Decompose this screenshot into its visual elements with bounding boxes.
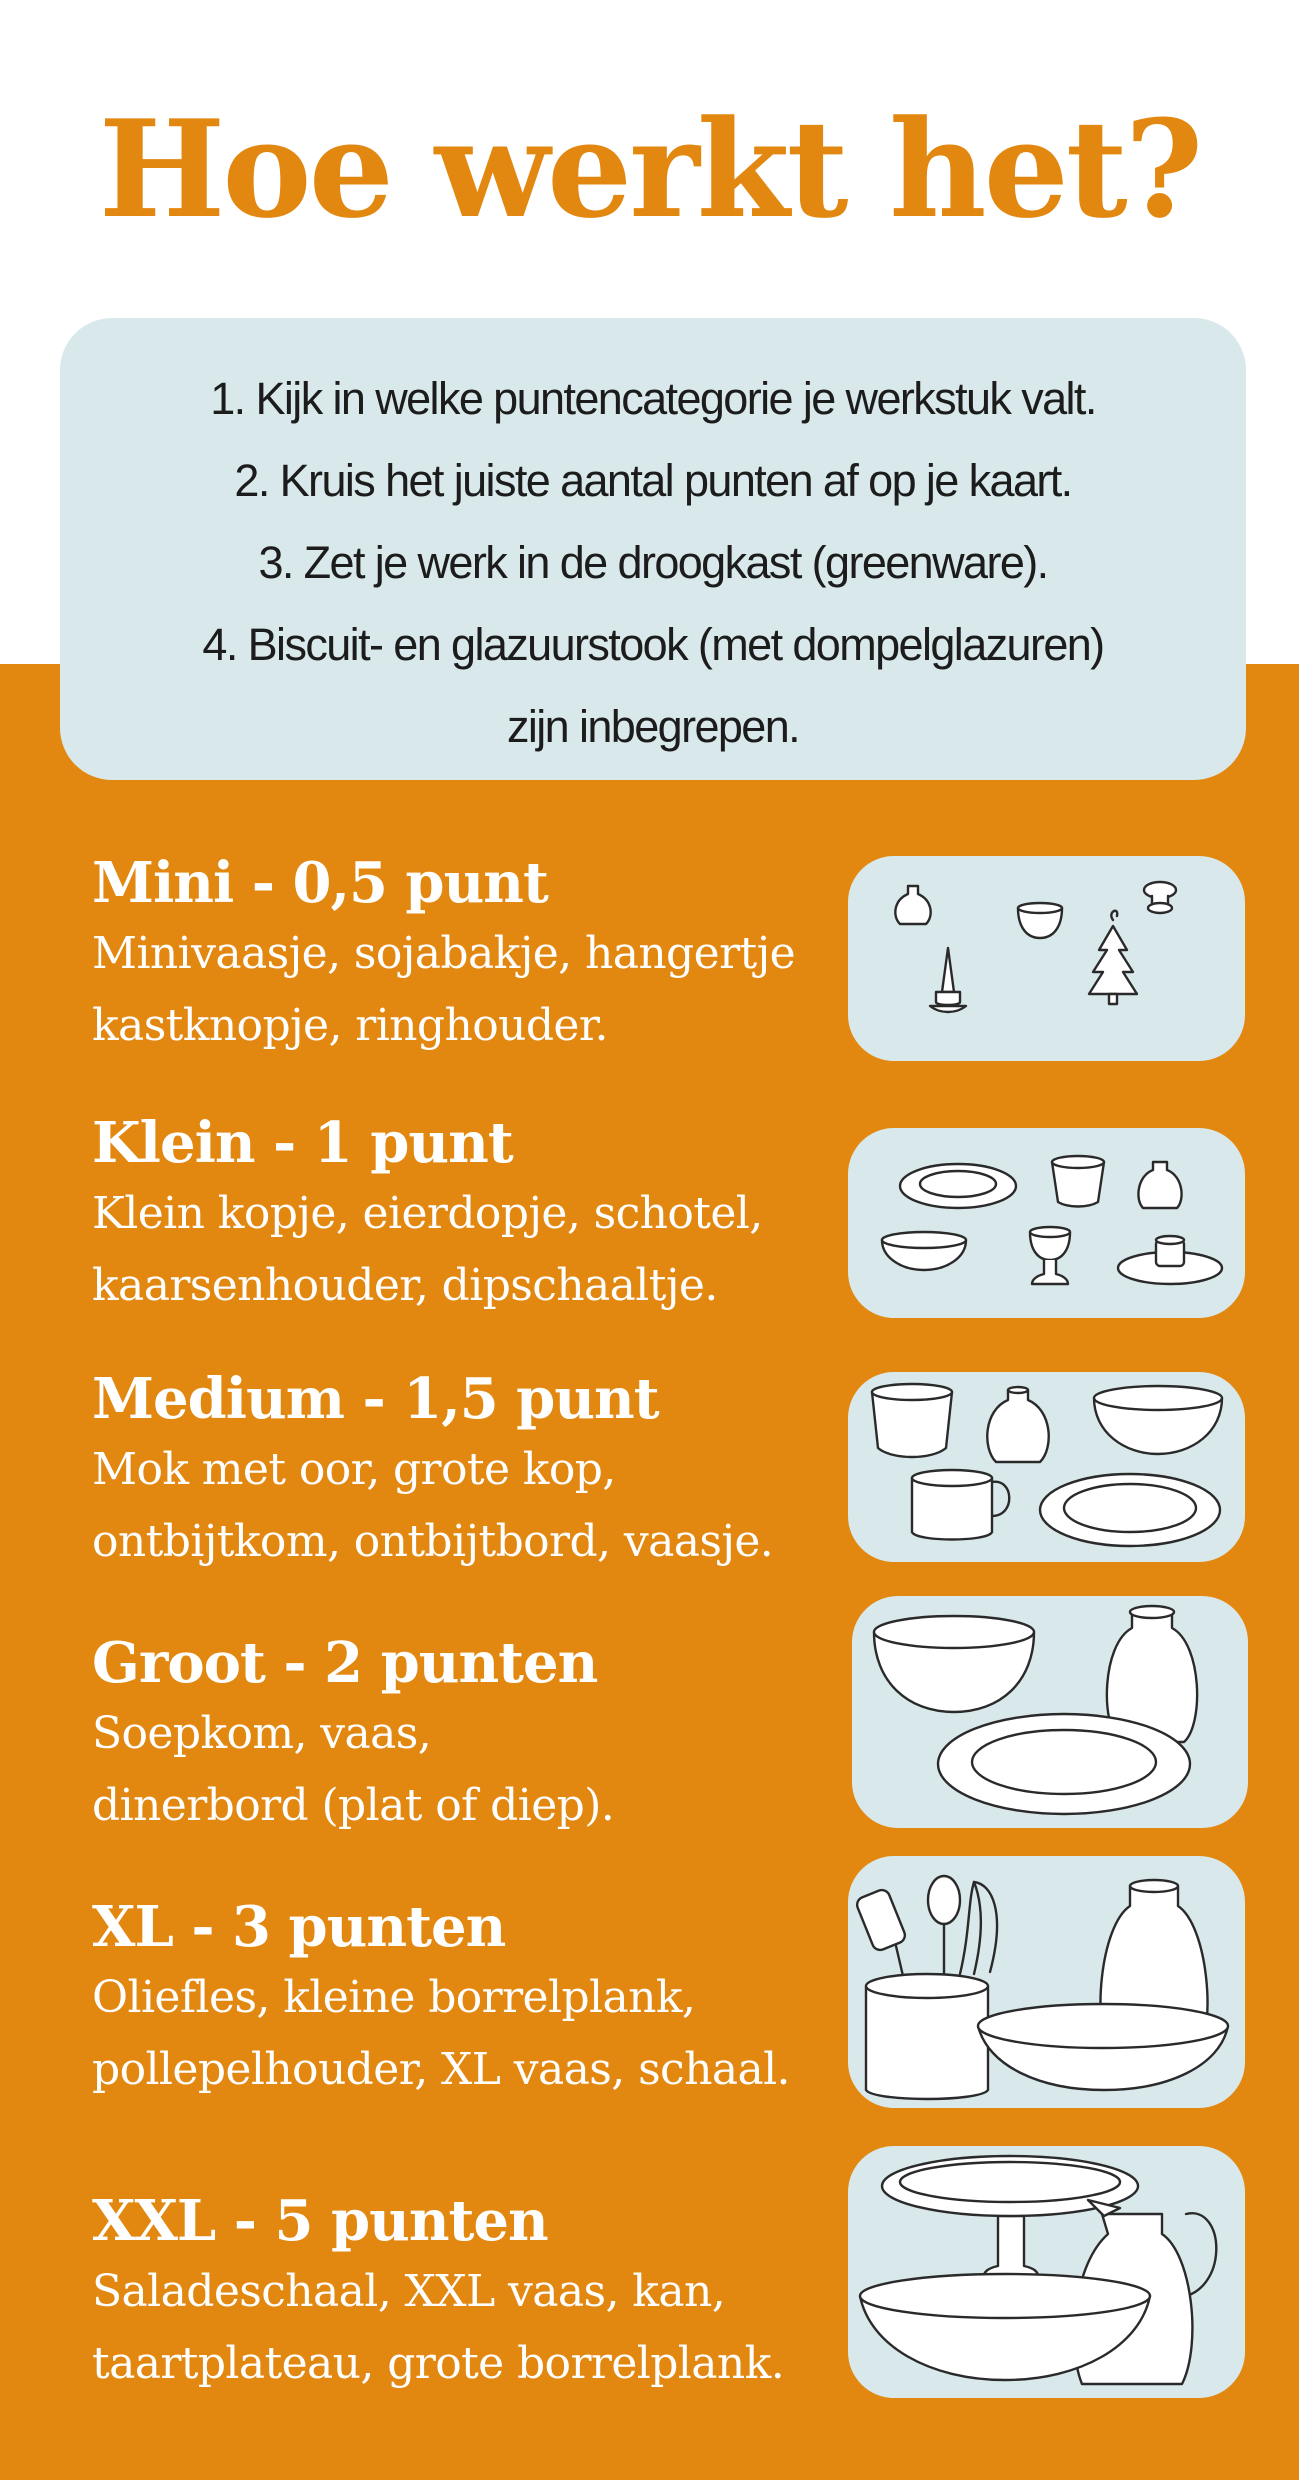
category-name: Medium - 1,5 punt [92, 1366, 659, 1432]
category-desc-line: pollepelhouder, XL vaas, schaal. [92, 2044, 790, 2095]
category-xxl [92, 2186, 784, 2400]
category-desc-line: Soepkom, vaas, [92, 1708, 432, 1759]
mini-items-illustration [848, 856, 1245, 1061]
category-desc-line: Klein kopje, eierdopje, schotel, [92, 1188, 763, 1239]
category-groot [92, 1628, 614, 1842]
category-desc-line: dinerbord (plat of diep). [92, 1780, 615, 1831]
category-desc-line: Minivaasje, sojabakje, hangertje [92, 928, 796, 979]
category-desc-line: kastknopje, ringhouder. [92, 1000, 608, 1051]
category-desc-line: Mok met oor, grote kop, [92, 1444, 616, 1495]
step-2: 2. Kruis het juiste aantal punten af op je kaart. [234, 455, 1072, 506]
large-items-illustration [852, 1596, 1248, 1828]
step-4-continued: zijn inbegrepen. [506, 701, 800, 752]
category-mini [92, 848, 795, 1062]
step-4: 4. Biscuit- en glazuurstook (met dompelglazuren) [202, 619, 1104, 670]
category-name: XXL - 5 punten [92, 2188, 548, 2254]
category-klein [92, 1108, 763, 1322]
category-name: Klein - 1 punt [92, 1110, 513, 1176]
category-desc-line: kaarsenhouder, dipschaaltje. [92, 1260, 718, 1311]
category-name: XL - 3 punten [92, 1894, 506, 1960]
page-title: Hoe werkt het? [98, 90, 1201, 248]
category-name: Groot - 2 punten [92, 1630, 598, 1696]
category-desc-line: taartplateau, grote borrelplank. [92, 2338, 785, 2389]
xl-items-illustration [848, 1856, 1245, 2108]
category-xl [92, 1892, 790, 2106]
category-desc-line: Oliefles, kleine borrelplank, [92, 1972, 696, 2023]
category-medium [92, 1364, 773, 1578]
category-desc-line: Saladeschaal, XXL vaas, kan, [92, 2266, 726, 2317]
step-1: 1. Kijk in welke puntencategorie je werkstuk valt. [210, 373, 1096, 424]
medium-items-illustration [848, 1372, 1245, 1562]
step-3: 3. Zet je werk in de droogkast (greenware). [258, 537, 1048, 588]
category-name: Mini - 0,5 punt [92, 850, 548, 916]
category-desc-line: ontbijtkom, ontbijtbord, vaasje. [92, 1516, 774, 1567]
xxl-items-illustration [848, 2146, 1245, 2398]
steps-panel [60, 318, 1246, 780]
small-items-illustration [848, 1128, 1245, 1318]
